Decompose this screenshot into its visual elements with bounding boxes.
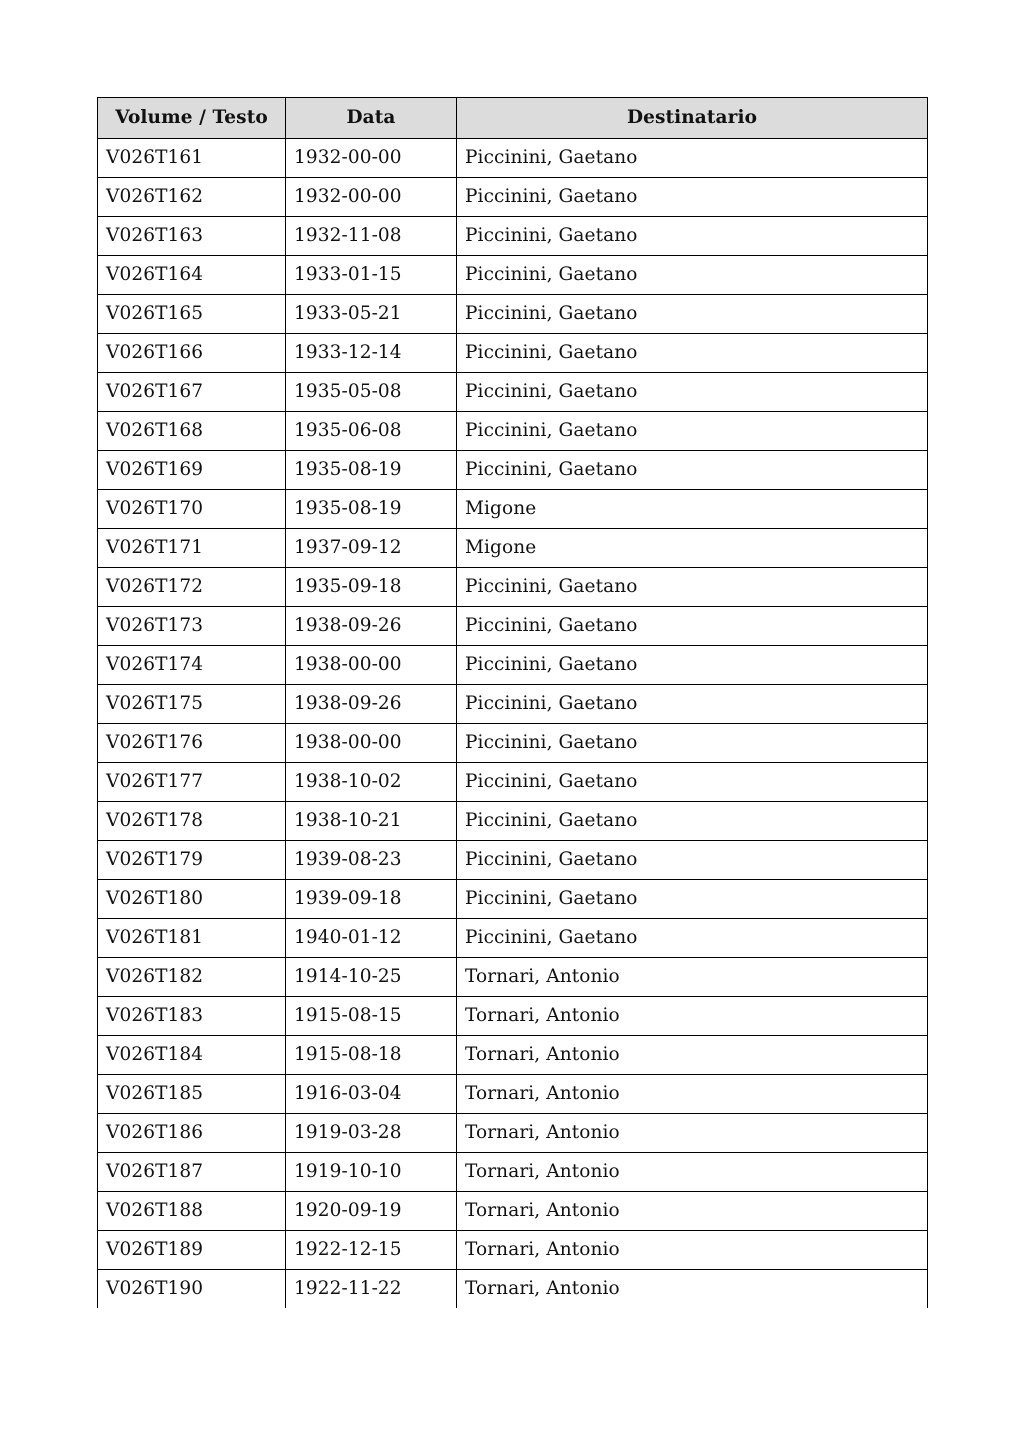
cell-volume-testo: V026T186 xyxy=(98,1114,286,1153)
cell-volume-testo: V026T169 xyxy=(98,451,286,490)
cell-volume-testo: V026T167 xyxy=(98,373,286,412)
cell-volume-testo: V026T173 xyxy=(98,607,286,646)
cell-data: 1935-05-08 xyxy=(286,373,457,412)
cell-data: 1914-10-25 xyxy=(286,958,457,997)
cell-volume-testo: V026T172 xyxy=(98,568,286,607)
cell-data: 1938-09-26 xyxy=(286,607,457,646)
cell-destinatario: Tornari, Antonio xyxy=(457,1270,928,1309)
cell-data: 1922-12-15 xyxy=(286,1231,457,1270)
cell-data: 1932-11-08 xyxy=(286,217,457,256)
cell-data: 1933-05-21 xyxy=(286,295,457,334)
table-row xyxy=(98,139,928,178)
table-row xyxy=(98,334,928,373)
cell-destinatario: Piccinini, Gaetano xyxy=(457,256,928,295)
cell-data: 1932-00-00 xyxy=(286,178,457,217)
cell-volume-testo: V026T181 xyxy=(98,919,286,958)
cell-destinatario: Tornari, Antonio xyxy=(457,1153,928,1192)
cell-data: 1939-09-18 xyxy=(286,880,457,919)
cell-destinatario: Piccinini, Gaetano xyxy=(457,880,928,919)
table-row xyxy=(98,1075,928,1114)
cell-destinatario: Piccinini, Gaetano xyxy=(457,802,928,841)
table-row xyxy=(98,1114,928,1153)
header-destinatario: Destinatario xyxy=(457,98,928,139)
cell-volume-testo: V026T184 xyxy=(98,1036,286,1075)
cell-destinatario: Piccinini, Gaetano xyxy=(457,295,928,334)
cell-destinatario: Tornari, Antonio xyxy=(457,1114,928,1153)
cell-destinatario: Piccinini, Gaetano xyxy=(457,568,928,607)
cell-volume-testo: V026T163 xyxy=(98,217,286,256)
cell-data: 1935-06-08 xyxy=(286,412,457,451)
table-row xyxy=(98,373,928,412)
cell-destinatario: Piccinini, Gaetano xyxy=(457,178,928,217)
table-row xyxy=(98,997,928,1036)
cell-destinatario: Piccinini, Gaetano xyxy=(457,685,928,724)
cell-volume-testo: V026T168 xyxy=(98,412,286,451)
cell-destinatario: Tornari, Antonio xyxy=(457,958,928,997)
cell-volume-testo: V026T190 xyxy=(98,1270,286,1309)
table-row xyxy=(98,763,928,802)
table-row xyxy=(98,685,928,724)
cell-destinatario: Piccinini, Gaetano xyxy=(457,646,928,685)
cell-destinatario: Tornari, Antonio xyxy=(457,1075,928,1114)
table-row xyxy=(98,1192,928,1231)
cell-data: 1916-03-04 xyxy=(286,1075,457,1114)
cell-volume-testo: V026T170 xyxy=(98,490,286,529)
cell-data: 1919-03-28 xyxy=(286,1114,457,1153)
table-row xyxy=(98,412,928,451)
cell-destinatario: Piccinini, Gaetano xyxy=(457,724,928,763)
cell-data: 1940-01-12 xyxy=(286,919,457,958)
cell-volume-testo: V026T177 xyxy=(98,763,286,802)
cell-volume-testo: V026T171 xyxy=(98,529,286,568)
cell-data: 1935-09-18 xyxy=(286,568,457,607)
cell-data: 1933-12-14 xyxy=(286,334,457,373)
cell-volume-testo: V026T174 xyxy=(98,646,286,685)
table-row xyxy=(98,1270,928,1309)
cell-destinatario: Piccinini, Gaetano xyxy=(457,139,928,178)
header-data: Data xyxy=(286,98,457,139)
table-row xyxy=(98,295,928,334)
cell-data: 1938-10-21 xyxy=(286,802,457,841)
table-row xyxy=(98,490,928,529)
cell-destinatario: Piccinini, Gaetano xyxy=(457,412,928,451)
table-row xyxy=(98,919,928,958)
table-body xyxy=(98,139,928,1309)
table-row xyxy=(98,568,928,607)
cell-destinatario: Tornari, Antonio xyxy=(457,997,928,1036)
table-row xyxy=(98,1036,928,1075)
table-row xyxy=(98,217,928,256)
table-row xyxy=(98,1153,928,1192)
cell-data: 1933-01-15 xyxy=(286,256,457,295)
cell-data: 1920-09-19 xyxy=(286,1192,457,1231)
cell-data: 1922-11-22 xyxy=(286,1270,457,1309)
cell-data: 1915-08-18 xyxy=(286,1036,457,1075)
cell-volume-testo: V026T162 xyxy=(98,178,286,217)
cell-destinatario: Piccinini, Gaetano xyxy=(457,841,928,880)
letters-table xyxy=(97,97,928,1308)
table-row xyxy=(98,958,928,997)
cell-destinatario: Piccinini, Gaetano xyxy=(457,451,928,490)
cell-volume-testo: V026T185 xyxy=(98,1075,286,1114)
cell-destinatario: Piccinini, Gaetano xyxy=(457,763,928,802)
header-volume-testo: Volume / Testo xyxy=(98,98,286,139)
cell-data: 1939-08-23 xyxy=(286,841,457,880)
cell-data: 1932-00-00 xyxy=(286,139,457,178)
cell-destinatario: Tornari, Antonio xyxy=(457,1192,928,1231)
cell-destinatario: Piccinini, Gaetano xyxy=(457,919,928,958)
cell-data: 1935-08-19 xyxy=(286,451,457,490)
cell-volume-testo: V026T164 xyxy=(98,256,286,295)
cell-data: 1915-08-15 xyxy=(286,997,457,1036)
table-header xyxy=(98,98,928,139)
cell-volume-testo: V026T161 xyxy=(98,139,286,178)
cell-destinatario: Piccinini, Gaetano xyxy=(457,217,928,256)
cell-data: 1937-09-12 xyxy=(286,529,457,568)
table-row xyxy=(98,607,928,646)
table-row xyxy=(98,451,928,490)
cell-data: 1938-00-00 xyxy=(286,724,457,763)
table-row xyxy=(98,256,928,295)
table-row xyxy=(98,646,928,685)
table-row xyxy=(98,724,928,763)
table-row xyxy=(98,880,928,919)
cell-volume-testo: V026T165 xyxy=(98,295,286,334)
cell-data: 1938-00-00 xyxy=(286,646,457,685)
header-row xyxy=(98,98,928,139)
cell-volume-testo: V026T182 xyxy=(98,958,286,997)
cell-volume-testo: V026T183 xyxy=(98,997,286,1036)
table-row xyxy=(98,1231,928,1270)
cell-volume-testo: V026T175 xyxy=(98,685,286,724)
cell-volume-testo: V026T188 xyxy=(98,1192,286,1231)
table-row xyxy=(98,802,928,841)
cell-volume-testo: V026T180 xyxy=(98,880,286,919)
document-page xyxy=(97,97,927,1308)
cell-destinatario: Tornari, Antonio xyxy=(457,1231,928,1270)
cell-destinatario: Piccinini, Gaetano xyxy=(457,334,928,373)
cell-volume-testo: V026T179 xyxy=(98,841,286,880)
cell-destinatario: Migone xyxy=(457,529,928,568)
cell-data: 1938-10-02 xyxy=(286,763,457,802)
cell-destinatario: Migone xyxy=(457,490,928,529)
cell-data: 1938-09-26 xyxy=(286,685,457,724)
table-row xyxy=(98,529,928,568)
cell-volume-testo: V026T178 xyxy=(98,802,286,841)
cell-destinatario: Tornari, Antonio xyxy=(457,1036,928,1075)
cell-volume-testo: V026T189 xyxy=(98,1231,286,1270)
cell-volume-testo: V026T166 xyxy=(98,334,286,373)
cell-data: 1919-10-10 xyxy=(286,1153,457,1192)
cell-volume-testo: V026T187 xyxy=(98,1153,286,1192)
cell-destinatario: Piccinini, Gaetano xyxy=(457,373,928,412)
table-row xyxy=(98,841,928,880)
cell-volume-testo: V026T176 xyxy=(98,724,286,763)
cell-data: 1935-08-19 xyxy=(286,490,457,529)
cell-destinatario: Piccinini, Gaetano xyxy=(457,607,928,646)
table-row xyxy=(98,178,928,217)
